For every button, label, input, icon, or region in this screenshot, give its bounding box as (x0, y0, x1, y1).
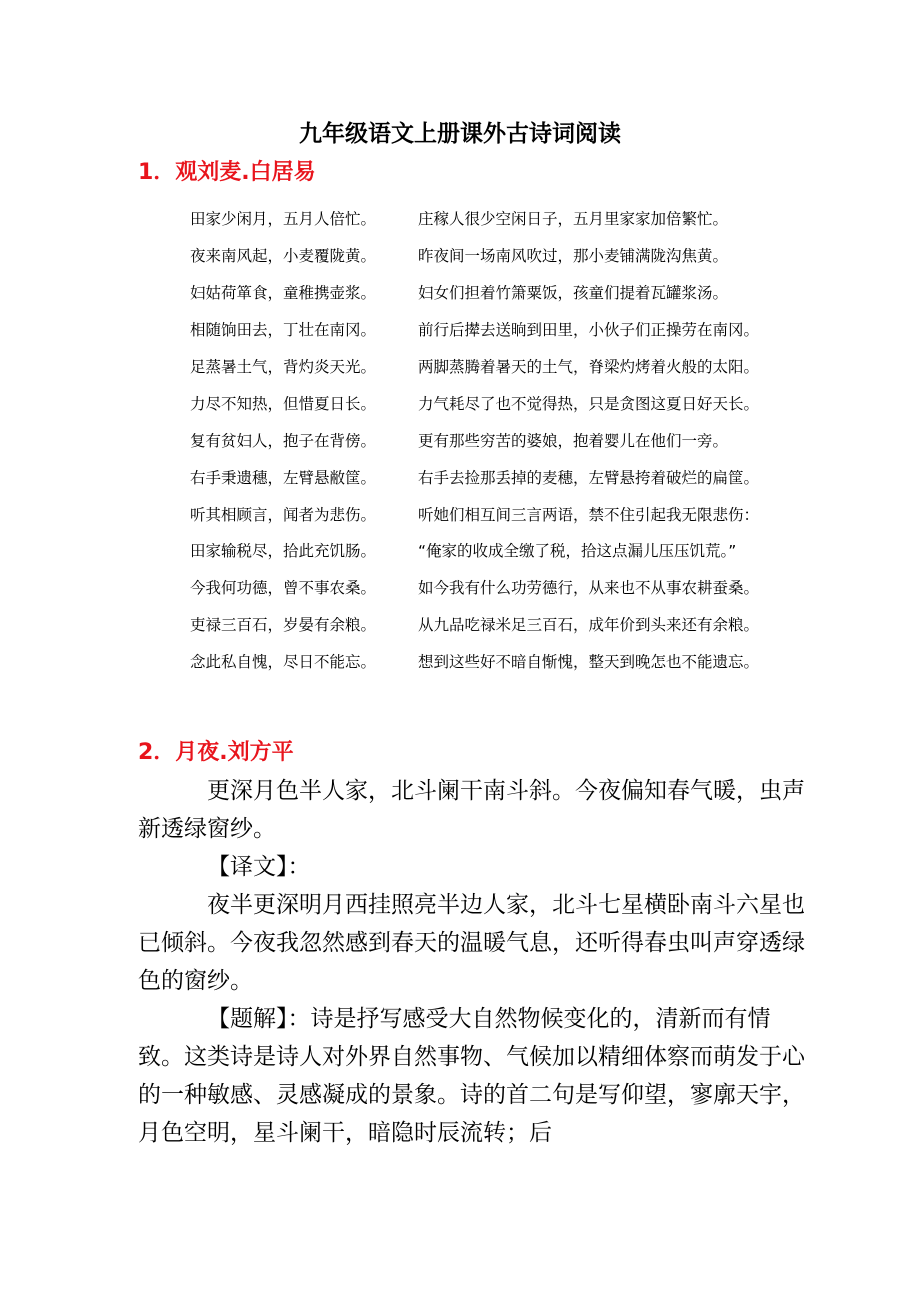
poem-original-line: 吏禄三百石，岁晏有余粮。 (190, 616, 377, 635)
poem-original-line: 田家少闲月，五月人倍忙。 (190, 210, 377, 229)
poem-paragraph: 更深月色半人家，北斗阑干南斗斜。今夜偏知春气暖，虫声新透绿窗纱。 (138, 778, 805, 842)
poem-translation-line: 力气耗尽了也不觉得热，只是贪图这夏日好天长。 (418, 394, 760, 413)
poem-original-line: 念此私自愧，尽日不能忘。 (190, 653, 377, 672)
poem-row (190, 274, 810, 311)
poem-original-line: 足蒸暑土气，背灼炎天光。 (190, 358, 377, 376)
poem-original-line: 听其相顾言，闻者为悲伤。 (190, 505, 377, 524)
poem-translation-line: 昨夜间一场南风吹过，那小麦铺满陇沟焦黄。 (418, 247, 729, 266)
poem-row (190, 384, 810, 421)
poem-row (190, 421, 810, 458)
section-2-heading: 2．月夜.刘方平 (138, 740, 294, 765)
translation-label: 【译文】： (207, 854, 311, 880)
translation-paragraph: 夜半更深明月西挂照亮半边人家，北斗七星横卧南斗六星也已倾斜。今夜我忽然感到春天的温暖气息，还听得春虫叫声穿透绿色的窗纱。 (138, 892, 805, 994)
poem-row (190, 532, 810, 569)
poem-translation-line: “俺家的收成全缴了税，拾这点漏儿压压饥荒。” (418, 542, 737, 561)
poem-translation-line: 更有那些穷苦的婆娘，抱着婴儿在他们一旁。 (418, 431, 729, 450)
analysis-paragraph: 【题解】：诗是抒写感受大自然物候变化的，清新而有情致。这类诗是诗人对外界自然事物、气候加以精细体察而萌发于心的一种敏感、灵感凝成的景象。诗的首二句是写仰望，寥廓天宇，月色空明，星斗阑干，暗隐时辰流转；后 (138, 1006, 805, 1146)
poem-row (190, 569, 810, 606)
poem-original-line: 田家输税尽，拾此充饥肠。 (190, 542, 377, 561)
poem-row (190, 311, 810, 348)
poem-translation-line: 妇女们担着竹箫粟饭，孩童们提着瓦罐浆汤。 (418, 284, 729, 303)
poem-translation-line: 右手去捡那丢掉的麦穗，左臂悬挎着破烂的扁筐。 (418, 468, 760, 487)
section-1-heading: 1．观刘麦.白居易 (138, 160, 316, 185)
poem-original-line: 右手秉遗穗，左臂悬敝筐。 (190, 468, 377, 487)
poem-translation-line: 从九品吃禄米足三百石，成年价到头来还有余粮。 (418, 616, 760, 635)
section-2-body (138, 772, 808, 1152)
poem-translation-table (190, 200, 810, 680)
poem-row (190, 348, 810, 385)
poem-translation-line: 想到这些好不暗自惭愧，整天到晚怎也不能遗忘。 (418, 653, 760, 672)
poem-translation-line: 如今我有什么功劳德行，从来也不从事农耕蚕桑。 (418, 579, 760, 598)
document-title: 九年级语文上册课外古诗词阅读 (299, 121, 621, 147)
poem-row (190, 643, 810, 680)
poem-row (190, 606, 810, 643)
poem-translation-line: 两脚蒸腾着暑天的土气，脊梁灼烤着火般的太阳。 (418, 358, 760, 376)
poem-row (190, 458, 810, 495)
poem-translation-line: 前行后撵去送晌到田里，小伙子们正操劳在南冈。 (418, 321, 760, 340)
poem-row (190, 495, 810, 532)
poem-original-line: 妇姑荷箪食，童稚携壶浆。 (190, 284, 377, 303)
poem-translation-line: 听她们相互间三言两语，禁不住引起我无限悲伤： (418, 505, 760, 524)
poem-original-line: 力尽不知热，但惜夏日长。 (190, 394, 377, 413)
poem-original-line: 复有贫妇人，抱子在背傍。 (190, 431, 377, 450)
poem-row (190, 200, 810, 237)
poem-translation-line: 庄稼人很少空闲日子，五月里家家加倍繁忙。 (418, 210, 729, 229)
poem-row (190, 237, 810, 274)
poem-original-line: 相随饷田去，丁壮在南冈。 (190, 321, 377, 340)
poem-original-line: 夜来南风起，小麦覆陇黄。 (190, 247, 377, 266)
poem-original-line: 今我何功德，曾不事农桑。 (190, 579, 377, 598)
